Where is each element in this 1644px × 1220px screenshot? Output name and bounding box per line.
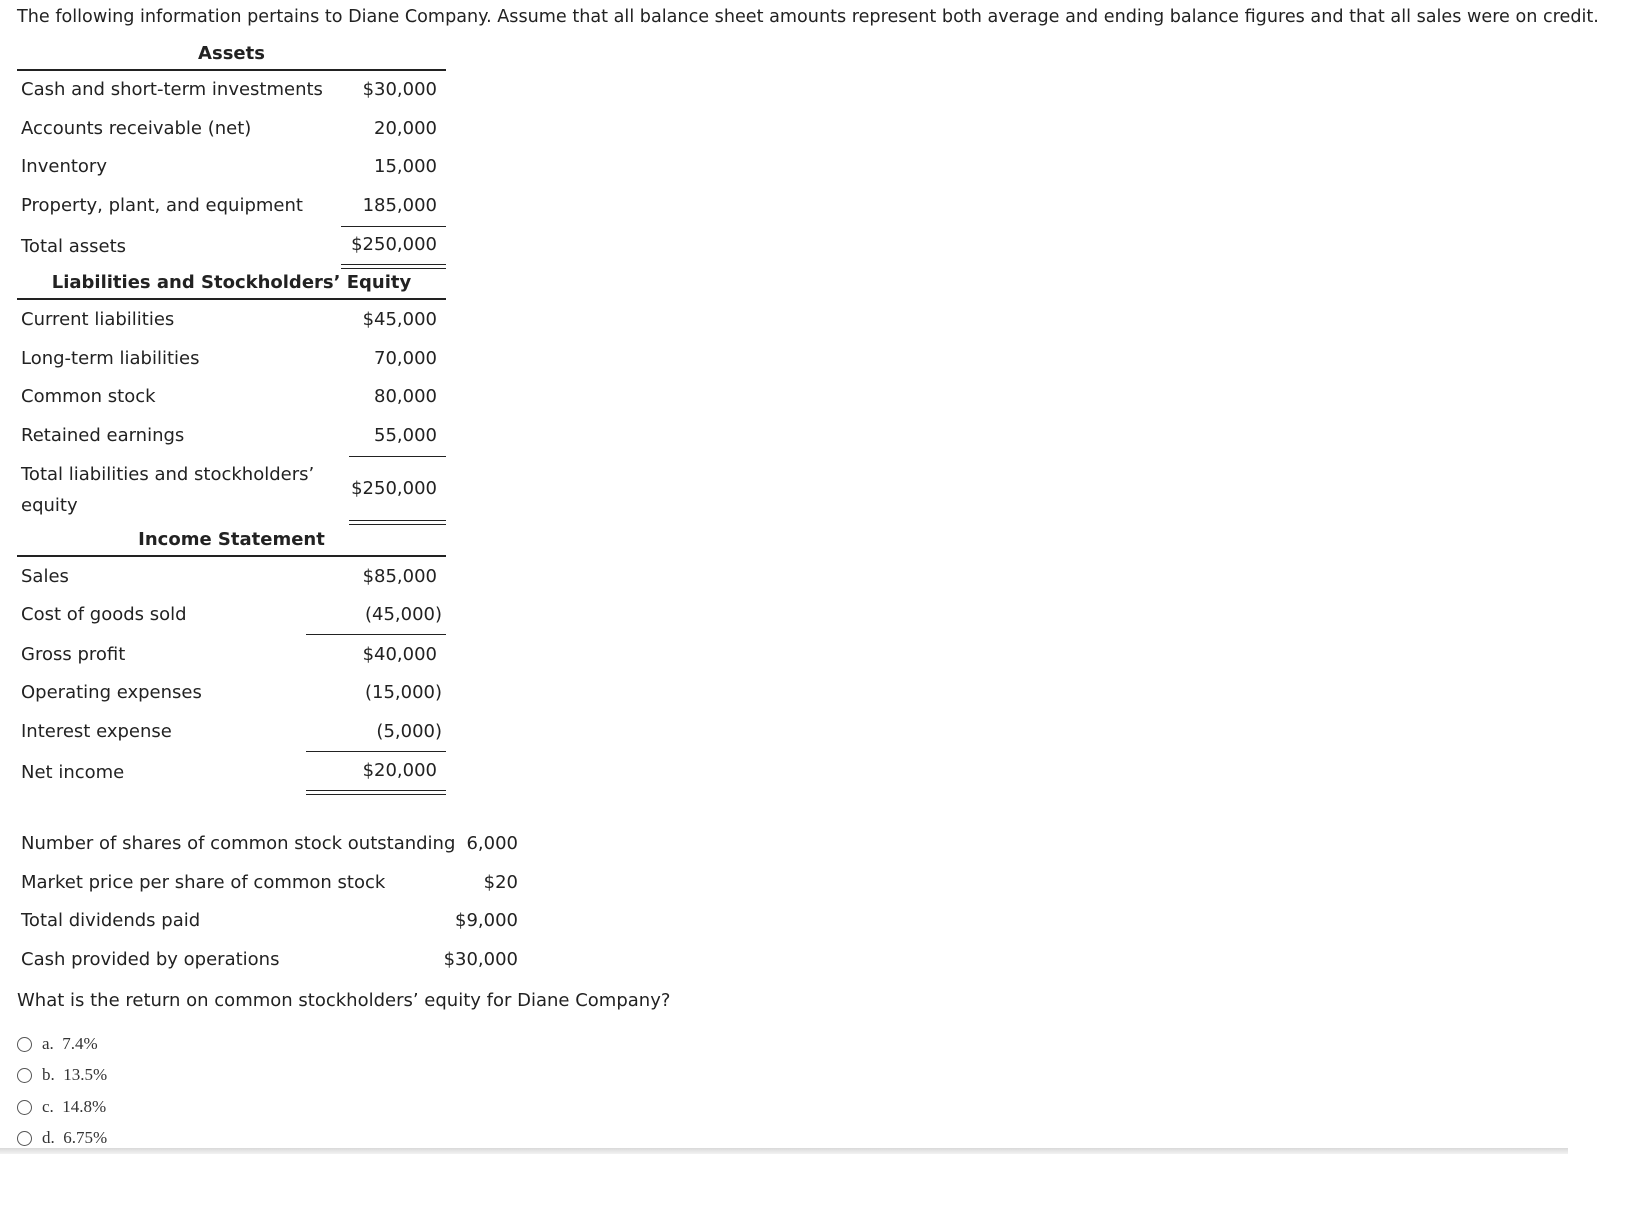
- income-heading: Income Statement: [138, 529, 325, 550]
- option-text: 7.4%: [62, 1034, 98, 1053]
- option-letter: a.: [42, 1034, 54, 1053]
- answer-option-d[interactable]: [17, 1127, 107, 1149]
- income-label-gross-profit: Gross profit: [21, 644, 126, 665]
- income-amount-sales: $85,000: [362, 566, 437, 587]
- assets-total-double-rule: [341, 264, 446, 269]
- income-label-operating: Operating expenses: [21, 682, 202, 703]
- answer-option-a[interactable]: [17, 1033, 98, 1055]
- income-amount-cogs: (45,000): [364, 604, 442, 625]
- net-income-double-rule: [306, 790, 446, 795]
- income-label-net-income: Net income: [21, 762, 125, 783]
- income-amount-interest: (5,000): [376, 721, 442, 742]
- bottom-scroll-edge: [0, 1148, 1568, 1154]
- total-assets-label: Total assets: [21, 236, 127, 257]
- radio-button-icon[interactable]: [17, 1068, 32, 1083]
- intro-text: The following information pertains to Diane Company. Assume that all balance sheet amounts represent both average and ending balance figures and that all sales were on credit.: [17, 7, 1599, 27]
- other-label-dividends: Total dividends paid: [21, 910, 201, 931]
- asset-amount-cash: $30,000: [362, 79, 437, 100]
- assets-heading: Assets: [198, 43, 265, 64]
- total-liabilities-amount: $250,000: [351, 478, 437, 499]
- liability-label-longterm: Long-term liabilities: [21, 348, 200, 369]
- liabilities-total-double-rule: [349, 520, 446, 525]
- total-liabilities-label-line2: equity: [21, 495, 78, 516]
- option-letter: c.: [42, 1097, 54, 1116]
- other-value-market-price: $20: [483, 872, 518, 893]
- asset-label-ppe: Property, plant, and equipment: [21, 195, 303, 216]
- option-letter: d.: [42, 1128, 55, 1147]
- liability-amount-current: $45,000: [362, 309, 437, 330]
- other-value-cash-operations: $30,000: [443, 949, 518, 970]
- other-label-market-price: Market price per share of common stock: [21, 872, 386, 893]
- option-text: 6.75%: [63, 1128, 108, 1147]
- assets-subtotal-rule: [341, 226, 446, 227]
- income-amount-operating: (15,000): [364, 682, 442, 703]
- income-amount-net-income: $20,000: [362, 760, 437, 781]
- income-amount-gross-profit: $40,000: [362, 644, 437, 665]
- asset-label-inventory: Inventory: [21, 156, 107, 177]
- asset-label-cash: Cash and short-term investments: [21, 79, 323, 100]
- equity-amount-common-stock: 80,000: [374, 386, 437, 407]
- asset-amount-ppe: 185,000: [362, 195, 437, 216]
- total-liabilities-label-line1: Total liabilities and stockholders’: [21, 464, 315, 485]
- gross-profit-rule: [306, 634, 446, 635]
- income-heading-rule: [17, 555, 446, 557]
- asset-amount-inventory: 15,000: [374, 156, 437, 177]
- option-text: 13.5%: [63, 1065, 108, 1084]
- income-label-cogs: Cost of goods sold: [21, 604, 187, 625]
- equity-label-common-stock: Common stock: [21, 386, 156, 407]
- income-label-interest: Interest expense: [21, 721, 172, 742]
- other-value-dividends: $9,000: [455, 910, 518, 931]
- liability-amount-longterm: 70,000: [374, 348, 437, 369]
- question-text: What is the return on common stockholders’ equity for Diane Company?: [17, 990, 671, 1011]
- other-label-shares: Number of shares of common stock outstanding: [21, 833, 456, 854]
- liability-label-current: Current liabilities: [21, 309, 175, 330]
- radio-button-icon[interactable]: [17, 1037, 32, 1052]
- other-value-shares: 6,000: [466, 833, 518, 854]
- income-label-sales: Sales: [21, 566, 69, 587]
- liabilities-subtotal-rule: [349, 456, 446, 457]
- asset-label-receivable: Accounts receivable (net): [21, 118, 252, 139]
- answer-option-c[interactable]: [17, 1096, 106, 1118]
- option-text: 14.8%: [62, 1097, 107, 1116]
- option-letter: b.: [42, 1065, 55, 1084]
- other-label-cash-operations: Cash provided by operations: [21, 949, 280, 970]
- liabilities-heading: Liabilities and Stockholders’ Equity: [51, 272, 412, 293]
- radio-button-icon[interactable]: [17, 1100, 32, 1115]
- asset-amount-receivable: 20,000: [374, 118, 437, 139]
- net-income-rule: [306, 751, 446, 752]
- equity-amount-retained: 55,000: [374, 425, 437, 446]
- equity-label-retained: Retained earnings: [21, 425, 185, 446]
- liabilities-heading-rule: [17, 298, 446, 300]
- assets-heading-rule: [17, 69, 446, 71]
- radio-button-icon[interactable]: [17, 1131, 32, 1146]
- answer-option-b[interactable]: [17, 1064, 107, 1086]
- total-assets-amount: $250,000: [351, 234, 437, 255]
